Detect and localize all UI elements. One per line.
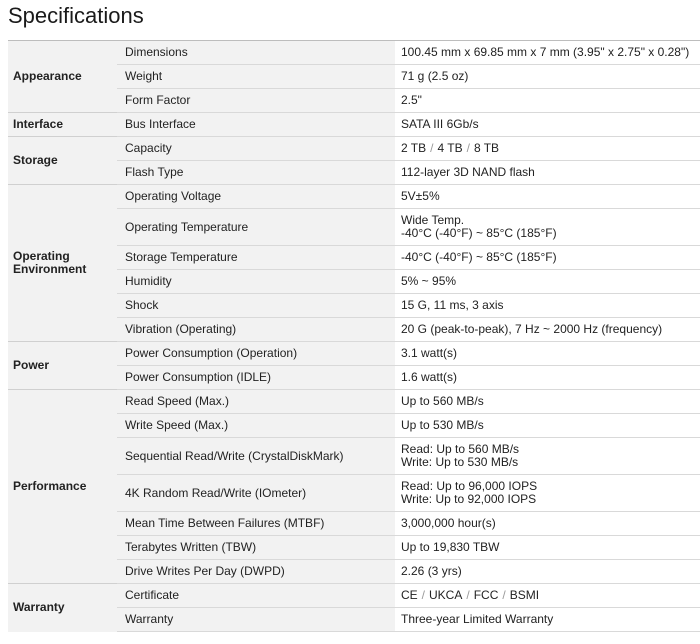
spec-label: Capacity <box>117 137 395 161</box>
spec-label: Operating Voltage <box>117 185 395 209</box>
spec-group-name: Appearance <box>8 41 117 113</box>
spec-row <box>8 584 700 608</box>
spec-value: 2.26 (3 yrs) <box>395 560 700 584</box>
spec-value <box>395 438 700 475</box>
spec-value-item: 8 TB <box>473 141 500 155</box>
spec-group-name: Performance <box>8 390 117 584</box>
spec-value: Three-year Limited Warranty <box>395 608 700 632</box>
spec-row <box>8 185 700 209</box>
spec-label: Storage Temperature <box>117 246 395 270</box>
value-separator: / <box>466 141 470 155</box>
spec-group-name <box>8 185 117 342</box>
spec-value: 71 g (2.5 oz) <box>395 65 700 89</box>
spec-value-line: Read: Up to 96,000 IOPS <box>401 479 538 493</box>
spec-value-line: -40°C (-40°F) ~ 85°C (185°F) <box>401 226 557 240</box>
spec-label: Read Speed (Max.) <box>117 390 395 414</box>
spec-group-name: Power <box>8 342 117 390</box>
spec-value-item: FCC <box>473 588 499 602</box>
spec-group-name: Warranty <box>8 584 117 632</box>
spec-label: Vibration (Operating) <box>117 318 395 342</box>
spec-row <box>8 113 700 137</box>
page-title: Specifications <box>8 3 144 28</box>
spec-label: Flash Type <box>117 161 395 185</box>
spec-label: Humidity <box>117 270 395 294</box>
spec-value <box>395 137 700 161</box>
spec-label: Form Factor <box>117 89 395 113</box>
spec-value-line: Read: Up to 560 MB/s <box>401 442 520 456</box>
spec-label: Mean Time Between Failures (MTBF) <box>117 512 395 536</box>
spec-label: Certificate <box>117 584 395 608</box>
value-separator: / <box>421 588 426 602</box>
spec-value: 3.1 watt(s) <box>395 342 700 366</box>
spec-value: 2.5" <box>395 89 700 113</box>
spec-value: 112-layer 3D NAND flash <box>395 161 700 185</box>
spec-value <box>395 475 700 512</box>
spec-value-line: Write: Up to 92,000 IOPS <box>401 492 537 506</box>
spec-label: Power Consumption (IDLE) <box>117 366 395 390</box>
spec-label: Shock <box>117 294 395 318</box>
spec-group-name-line: Environment <box>13 262 87 276</box>
spec-label: Power Consumption (Operation) <box>117 342 395 366</box>
spec-value: 1.6 watt(s) <box>395 366 700 390</box>
spec-label: 4K Random Read/Write (IOmeter) <box>117 475 395 512</box>
spec-value: 15 G, 11 ms, 3 axis <box>395 294 700 318</box>
spec-value-item: 2 TB <box>401 141 427 155</box>
spec-label: Sequential Read/Write (CrystalDiskMark) <box>117 438 395 475</box>
spec-group-name: Storage <box>8 137 117 185</box>
spec-value: 5% ~ 95% <box>395 270 700 294</box>
spec-row <box>8 390 700 414</box>
spec-row <box>8 342 700 366</box>
value-separator: / <box>430 141 434 155</box>
spec-value: -40°C (-40°F) ~ 85°C (185°F) <box>395 246 700 270</box>
spec-value: 20 G (peak-to-peak), 7 Hz ~ 2000 Hz (frequency) <box>395 318 700 342</box>
spec-value: Up to 530 MB/s <box>395 414 700 438</box>
spec-label: Terabytes Written (TBW) <box>117 536 395 560</box>
spec-value: Up to 560 MB/s <box>395 390 700 414</box>
spec-value: 5V±5% <box>395 185 700 209</box>
value-separator: / <box>466 588 470 602</box>
spec-value-line: Write: Up to 530 MB/s <box>401 455 519 469</box>
spec-value-item: CE <box>401 588 418 602</box>
spec-value: SATA III 6Gb/s <box>395 113 700 137</box>
spec-group-name-line: Operating <box>13 249 70 263</box>
spec-label: Warranty <box>117 608 395 632</box>
spec-value: 100.45 mm x 69.85 mm x 7 mm (3.95" x 2.75" x 0.28") <box>395 41 700 65</box>
spec-value <box>395 209 700 246</box>
spec-row <box>8 137 700 161</box>
spec-value-item: UKCA <box>429 588 463 602</box>
spec-label: Write Speed (Max.) <box>117 414 395 438</box>
spec-label: Bus Interface <box>117 113 395 137</box>
spec-value: Up to 19,830 TBW <box>395 536 700 560</box>
spec-label: Weight <box>117 65 395 89</box>
spec-row <box>8 41 700 65</box>
spec-value-line: Wide Temp. <box>401 213 465 227</box>
spec-label: Drive Writes Per Day (DWPD) <box>117 560 395 584</box>
value-separator: / <box>502 588 506 602</box>
spec-value-item: BSMI <box>509 588 540 602</box>
spec-value-item: 4 TB <box>437 141 463 155</box>
spec-value <box>395 584 700 608</box>
spec-value: 3,000,000 hour(s) <box>395 512 700 536</box>
spec-label: Dimensions <box>117 41 395 65</box>
spec-label: Operating Temperature <box>117 209 395 246</box>
specifications-table <box>8 40 700 632</box>
spec-group-name: Interface <box>8 113 117 137</box>
